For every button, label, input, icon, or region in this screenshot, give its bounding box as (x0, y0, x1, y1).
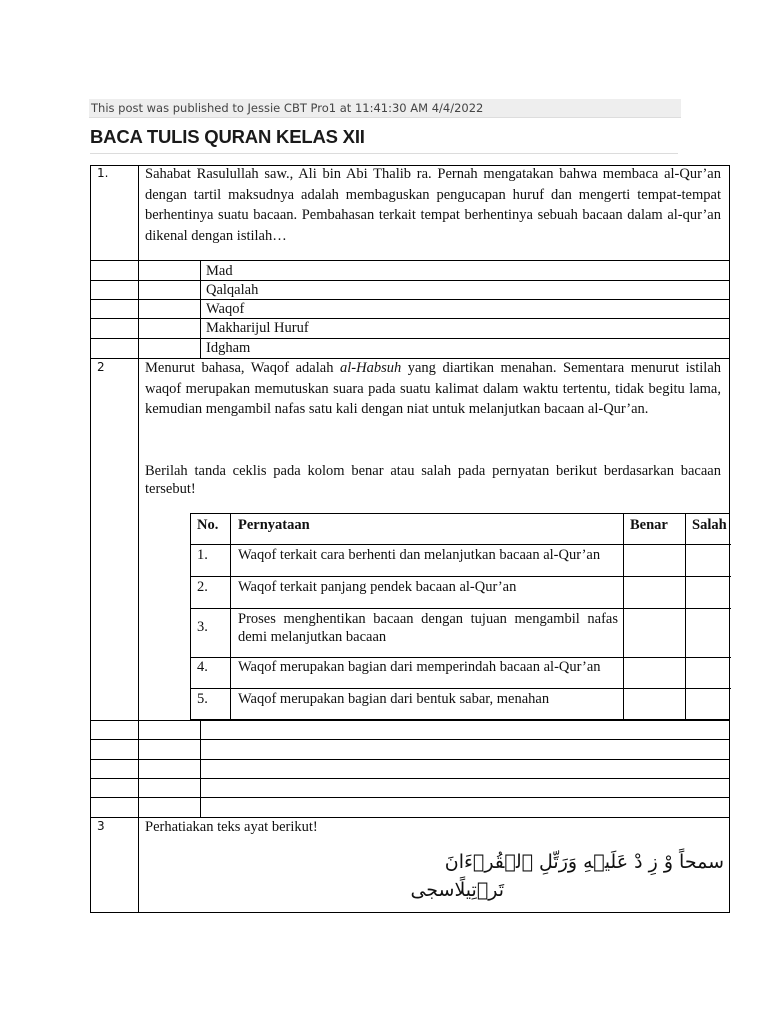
row-3-no: 3. (197, 619, 208, 635)
option-c[interactable]: Waqof (206, 301, 245, 317)
col-header-statement: Pernyataan (238, 517, 310, 533)
col-header-no: No. (197, 517, 219, 533)
row-3-statement: Proses menghentikan bacaan dengan tujuan mengambil nafas demi melanjutkan bacaan (238, 611, 618, 645)
row-2-true-cell[interactable] (624, 577, 685, 608)
col-header-false: Salah (692, 517, 727, 533)
question-1-text: Sahabat Rasulullah saw., Ali bin Abi Thalib ra. Pernah mengatakan bahwa membaca al-Qur’an dengan tartil maksudnya adalah membaguskan pengucapan huruf dan mengerti tempat-tempat berhentinya suatu bacaan. Pembahasan terkait tempat berhentinya sebuah bacaan dalam al-qur’an dikenal dengan istilah… (145, 166, 721, 244)
true-false-table (190, 513, 730, 720)
row-3-true-cell[interactable] (624, 609, 685, 657)
row-1-statement: Waqof terkait cara berhenti dan melanjutkan bacaan al-Qur’an (238, 547, 601, 563)
option-d[interactable]: Makharijul Huruf (206, 320, 309, 336)
question-1-number: 1. (97, 166, 109, 180)
question-3-text: Perhatiakan teks ayat berikut! (145, 819, 318, 835)
row-1-false-cell[interactable] (686, 545, 731, 576)
question-2-instruction: Berilah tanda ceklis pada kolom benar atau salah pada pernyatan berikut berdasarkan bacaan tersebut! (145, 463, 721, 497)
row-4-statement: Waqof merupakan bagian dari memperindah bacaan al-Qur’an (238, 659, 601, 675)
option-a[interactable]: Mad (206, 263, 233, 279)
question-2-text: Menurut bahasa, Waqof adalah al-Habsuh yang diartikan menahan. Sementara menurut istilah waqof merupakan memutuskan suara pada suatu kalimat dalam waktu tertentu, tidak begitu lama, kemudian mengambil nafas satu kali dengan niat untuk melanjutkan bacaan al-Qur’an. (145, 360, 722, 417)
row-4-true-cell[interactable] (624, 658, 685, 688)
row-4-no: 4. (197, 659, 208, 675)
row-5-statement: Waqof merupakan bagian dari bentuk sabar, menahan (238, 691, 550, 707)
page-title: BACA TULIS QURAN KELAS XII (90, 126, 678, 154)
question-2-number: 2 (97, 360, 105, 374)
option-b[interactable]: Qalqalah (206, 282, 259, 298)
row-4-false-cell[interactable] (686, 658, 731, 688)
row-2-no: 2. (197, 579, 208, 595)
row-1-no: 1. (197, 547, 208, 563)
arabic-verse-line-1: سمحاً وْ زِ دْ عَلَيۡهِ وَرَتِّلِ ٱلۡقُرۡءَانَ (444, 851, 724, 873)
publish-info-bar: This post was published to Jessie CBT Pro1 at 11:41:30 AM 4/4/2022 (89, 99, 681, 118)
row-5-false-cell[interactable] (686, 689, 731, 719)
row-5-true-cell[interactable] (624, 689, 685, 719)
row-2-false-cell[interactable] (686, 577, 731, 608)
row-1-true-cell[interactable] (624, 545, 685, 576)
row-5-no: 5. (197, 691, 208, 707)
row-2-statement: Waqof terkait panjang pendek bacaan al-Qur’an (238, 579, 517, 595)
question-3-number: 3 (97, 819, 105, 833)
row-3-false-cell[interactable] (686, 609, 731, 657)
col-header-true: Benar (630, 517, 668, 533)
option-e[interactable]: Idgham (206, 340, 251, 356)
arabic-verse-line-2: تَرۡتِيلًاسجى (410, 879, 504, 901)
